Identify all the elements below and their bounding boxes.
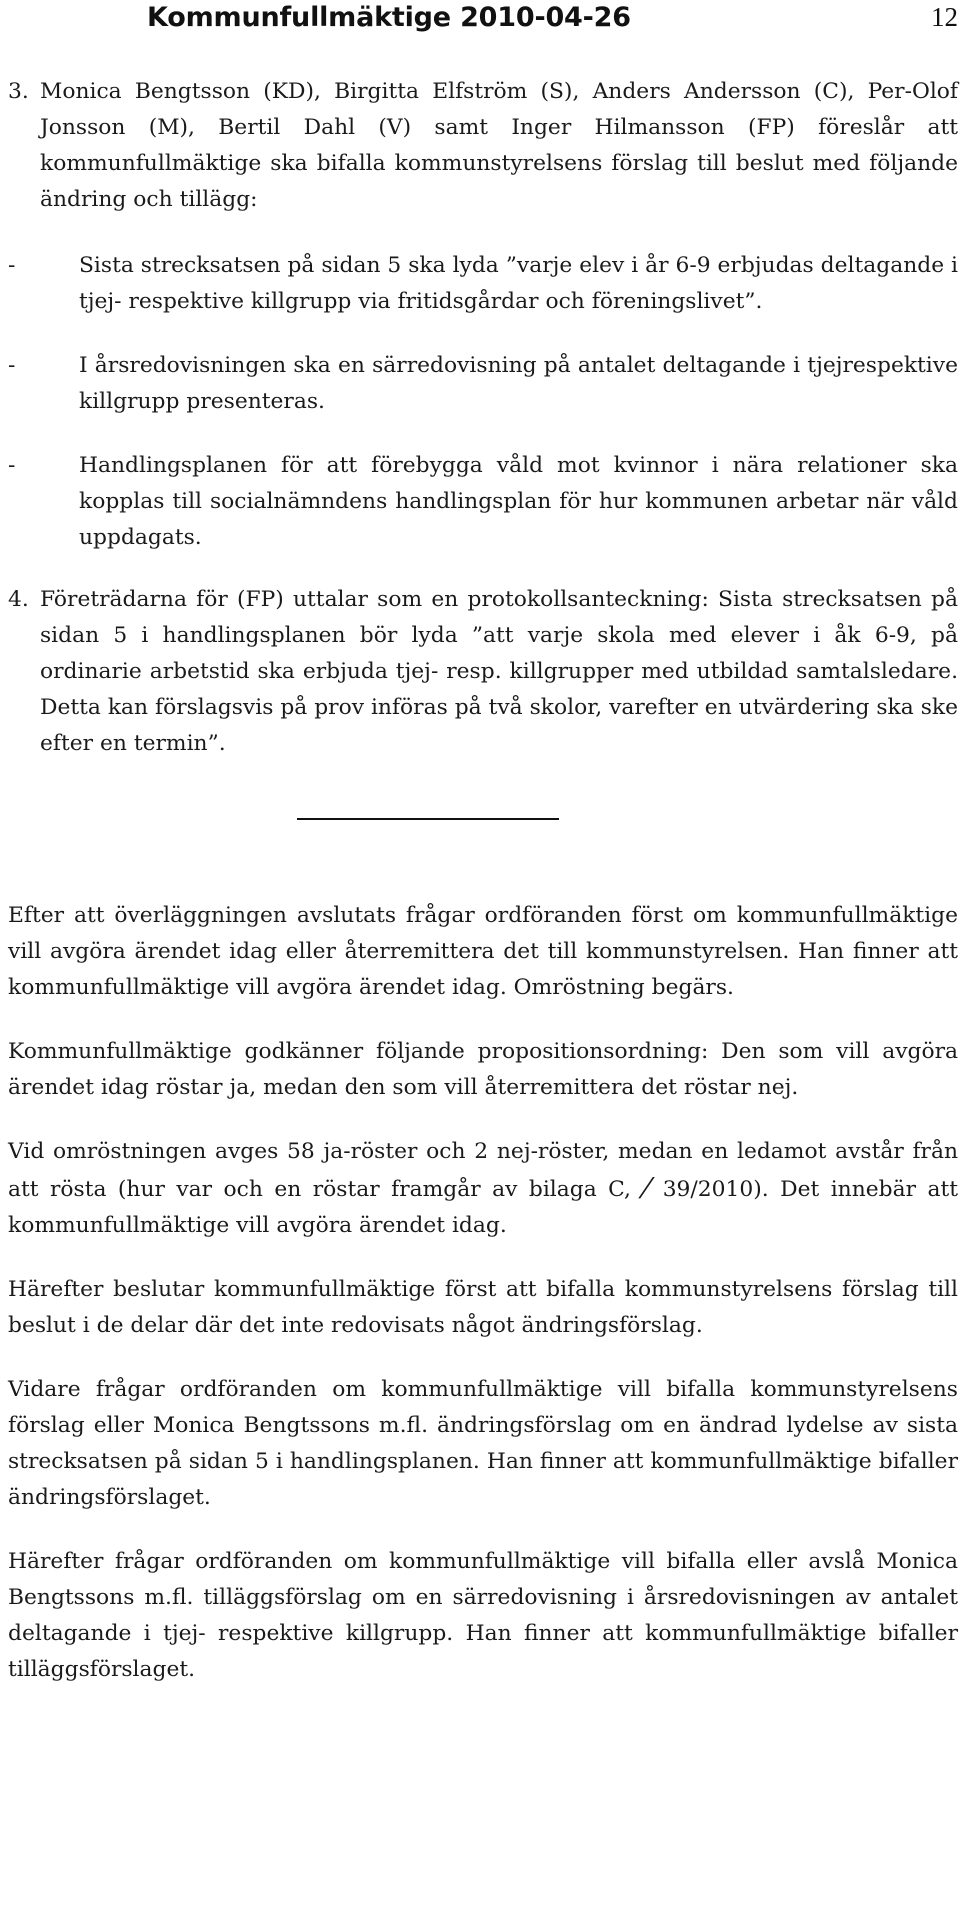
page-number: 12: [931, 2, 958, 32]
item-4-text: Företrädarna för (FP) uttalar som en protokollsanteckning: Sista strecksatsen på sidan 5 i handlingsplanen bör lyda ”att varje skola med elever i åk 6-9, på ordinarie arbetstid ska erbjuda tjej- resp. killgrupper med utbildad samtalsledare. Detta kan förslagsvis på prov införas på två skolor, varefter en utvärdering ska ske efter en termin”.: [40, 587, 958, 756]
paragraph-addition-question: Härefter frågar ordföranden om kommunfullmäktige vill bifalla eller avslå Monica Bengtssons m.fl. tilläggsförslag om en särredovisning i årsredovisningen av antalet deltagande i tjej- respektive killgrupp. Han finner att kommunfullmäktige bifaller tilläggsförslaget.: [8, 1549, 958, 1682]
bullet-item: [8, 348, 958, 420]
bullet-text: I årsredovisningen ska en särredovisning på antalet deltagande i tjejrespektive killgrupp presenteras.: [79, 353, 958, 414]
bullet-text: Sista strecksatsen på sidan 5 ska lyda ”varje elev i år 6-9 erbjudas deltagande i tjej- respektive killgrupp via fritidsgårdar och föreningslivet”.: [79, 253, 958, 314]
paragraph-amendment-question: Vidare frågar ordföranden om kommunfullmäktige vill bifalla kommunstyrelsens förslag eller Monica Bengtssons m.fl. ändringsförslag om en ändrad lydelse av sista strecksatsen på sidan 5 i handlingsplanen. Han finner att kommunfullmäktige bifaller ändringsförslaget.: [8, 1377, 958, 1510]
paragraph-deliberation: Efter att överläggningen avslutats frågar ordföranden först om kommunfullmäktige vill avgöra ärendet idag eller återremittera det till kommunstyrelsen. Han finner att kommunfullmäktige vill avgöra ärendet idag. Omröstning begärs.: [8, 903, 958, 1000]
bullet-item: [8, 448, 958, 556]
paragraph-vote-result: [8, 1134, 958, 1244]
paragraph-decision-proposal: Härefter beslutar kommunfullmäktige först att bifalla kommunstyrelsens förslag till beslut i de delar där det inte redovisats något ändringsförslag.: [8, 1277, 958, 1338]
item-3: [8, 74, 958, 218]
item-4: [8, 582, 958, 762]
bullet-dash: -: [8, 453, 16, 478]
section-mark: /: [636, 1173, 657, 1203]
document-body: [8, 74, 958, 1716]
document-title: Kommunfullmäktige 2010-04-26: [147, 2, 631, 33]
bullet-dash: -: [8, 353, 16, 378]
bullet-text: Handlingsplanen för att förebygga våld mot kvinnor i nära relationer ska kopplas till socialnämndens handlingsplan för hur kommunen arbetar när våld uppdagats.: [79, 453, 958, 550]
page-header: [0, 0, 960, 40]
item-3-text: Monica Bengtsson (KD), Birgitta Elfström (S), Anders Andersson (C), Per-Olof Jonsson (M), Bertil Dahl (V) samt Inger Hilmansson (FP) föreslår att kommunfullmäktige ska bifalla kommunstyrelsens förslag till beslut med följande ändring och tillägg:: [40, 79, 958, 212]
vote-result-text-start: Vid omröstningen avges 58 ja-röster och 2 nej-röster, medan en ledamot avstår från att rösta (hur var och en röstar framgår av bilaga C,: [8, 1139, 958, 1202]
bullet-item: [8, 248, 958, 320]
item-4-number: 4.: [8, 587, 29, 612]
paragraph-proposition-order: Kommunfullmäktige godkänner följande propositionsordning: Den som vill avgöra ärendet idag röstar ja, medan den som vill återremittera det röstar nej.: [8, 1039, 958, 1100]
vote-result-text-end: 39/2010). Det innebär att kommunfullmäktige vill avgöra ärendet idag.: [8, 1177, 959, 1238]
item-3-bullet-list: [8, 248, 958, 556]
separator-line: [297, 818, 559, 820]
bullet-dash: -: [8, 253, 16, 278]
item-3-number: 3.: [8, 79, 29, 104]
